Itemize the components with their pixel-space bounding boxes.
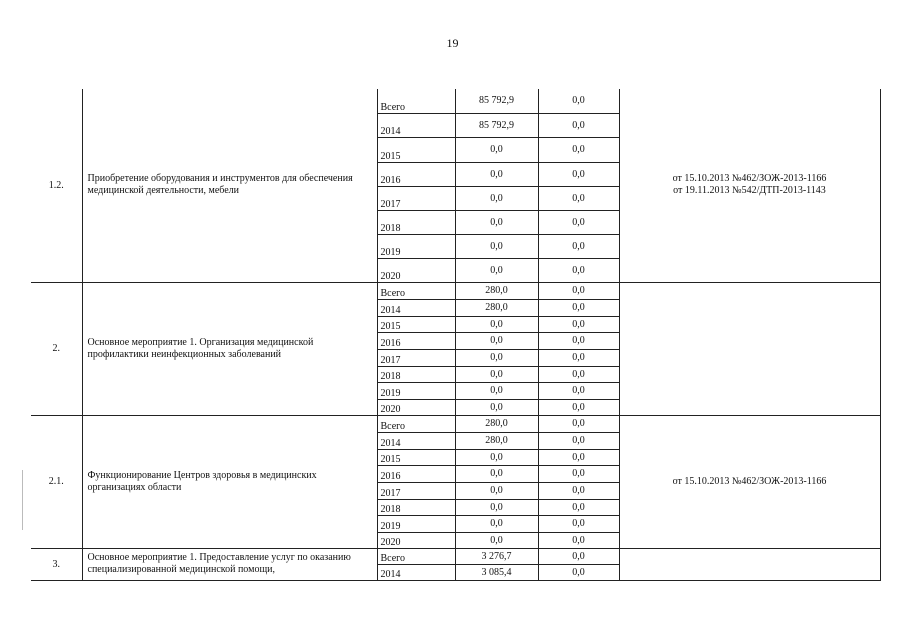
year-cell: 2019 [377,515,455,532]
table-row [31,282,880,299]
item-name: Основное мероприятие 1. Предоставление услуг по оказанию специализированной медицинской помощи, [82,548,377,580]
document-line: от 19.11.2013 №542/ДТП-2013-1143 [673,185,826,197]
amount-cell: 0,0 [455,137,538,162]
amount-cell-2: 0,0 [538,432,619,449]
amount-cell-2: 0,0 [538,399,619,415]
amount-cell: 85 792,9 [455,89,538,113]
year-cell: 2018 [377,210,455,234]
amount-cell-2: 0,0 [538,162,619,186]
year-cell: Всего [377,548,455,564]
amount-cell-2: 0,0 [538,282,619,299]
amount-cell-2: 0,0 [538,113,619,137]
amount-cell: 0,0 [455,532,538,548]
amount-cell-2: 0,0 [538,332,619,349]
amount-cell: 0,0 [455,366,538,382]
year-cell: 2014 [377,432,455,449]
amount-cell-2: 0,0 [538,366,619,382]
year-cell: 2015 [377,449,455,465]
amount-cell: 280,0 [455,299,538,316]
document-reference [619,282,880,415]
amount-cell-2: 0,0 [538,234,619,258]
amount-cell: 0,0 [455,382,538,399]
amount-cell: 0,0 [455,465,538,482]
year-cell: 2017 [377,349,455,366]
amount-cell: 85 792,9 [455,113,538,137]
amount-cell-2: 0,0 [538,258,619,282]
year-cell: 2016 [377,162,455,186]
margin-mark [22,470,23,530]
amount-cell-2: 0,0 [538,299,619,316]
amount-cell: 280,0 [455,282,538,299]
amount-cell: 0,0 [455,234,538,258]
year-cell: 2019 [377,234,455,258]
amount-cell-2: 0,0 [538,137,619,162]
amount-cell-2: 0,0 [538,186,619,210]
document-reference [619,548,880,580]
item-number: 2. [31,282,82,415]
amount-cell: 0,0 [455,449,538,465]
funding-table [31,89,881,581]
amount-cell-2: 0,0 [538,316,619,332]
table-row [31,89,880,113]
year-cell: Всего [377,89,455,113]
amount-cell-2: 0,0 [538,449,619,465]
table-row [31,415,880,432]
amount-cell: 3 085,4 [455,564,538,580]
year-cell: 2015 [377,137,455,162]
amount-cell-2: 0,0 [538,482,619,499]
item-name: Приобретение оборудования и инструментов для обеспечения медицинской деятельности, мебели [82,89,377,282]
year-cell: 2020 [377,258,455,282]
year-cell: 2014 [377,113,455,137]
year-cell: 2015 [377,316,455,332]
document-line: от 15.10.2013 №462/ЗОЖ-2013-1166 [672,173,827,185]
amount-cell-2: 0,0 [538,499,619,515]
amount-cell: 0,0 [455,399,538,415]
amount-cell-2: 0,0 [538,415,619,432]
amount-cell: 0,0 [455,515,538,532]
amount-cell: 0,0 [455,499,538,515]
year-cell: 2014 [377,299,455,316]
item-number: 1.2. [31,89,82,282]
amount-cell-2: 0,0 [538,532,619,548]
amount-cell-2: 0,0 [538,89,619,113]
year-cell: 2020 [377,532,455,548]
amount-cell-2: 0,0 [538,210,619,234]
item-name: Основное мероприятие 1. Организация медицинской профилактики неинфекционных заболеваний [82,282,377,415]
year-cell: 2018 [377,366,455,382]
amount-cell: 0,0 [455,332,538,349]
year-cell: 2019 [377,382,455,399]
year-cell: 2014 [377,564,455,580]
year-cell: Всего [377,282,455,299]
table-row [31,548,880,564]
amount-cell-2: 0,0 [538,515,619,532]
amount-cell-2: 0,0 [538,349,619,366]
amount-cell: 0,0 [455,210,538,234]
item-number: 2.1. [31,415,82,548]
amount-cell: 3 276,7 [455,548,538,564]
year-cell: 2020 [377,399,455,415]
page-number: 19 [446,36,459,50]
item-name: Функционирование Центров здоровья в медицинских организациях области [82,415,377,548]
year-cell: 2017 [377,482,455,499]
document-line: от 15.10.2013 №462/ЗОЖ-2013-1166 [672,475,827,487]
amount-cell: 0,0 [455,162,538,186]
amount-cell: 0,0 [455,316,538,332]
item-number: 3. [31,548,82,580]
amount-cell-2: 0,0 [538,548,619,564]
document-reference [619,89,880,282]
amount-cell: 280,0 [455,432,538,449]
year-cell: 2016 [377,332,455,349]
amount-cell: 0,0 [455,186,538,210]
amount-cell: 0,0 [455,349,538,366]
amount-cell-2: 0,0 [538,564,619,580]
amount-cell: 280,0 [455,415,538,432]
amount-cell-2: 0,0 [538,465,619,482]
year-cell: 2017 [377,186,455,210]
document-reference [619,415,880,548]
year-cell: 2018 [377,499,455,515]
year-cell: Всего [377,415,455,432]
amount-cell: 0,0 [455,258,538,282]
amount-cell: 0,0 [455,482,538,499]
amount-cell-2: 0,0 [538,382,619,399]
year-cell: 2016 [377,465,455,482]
